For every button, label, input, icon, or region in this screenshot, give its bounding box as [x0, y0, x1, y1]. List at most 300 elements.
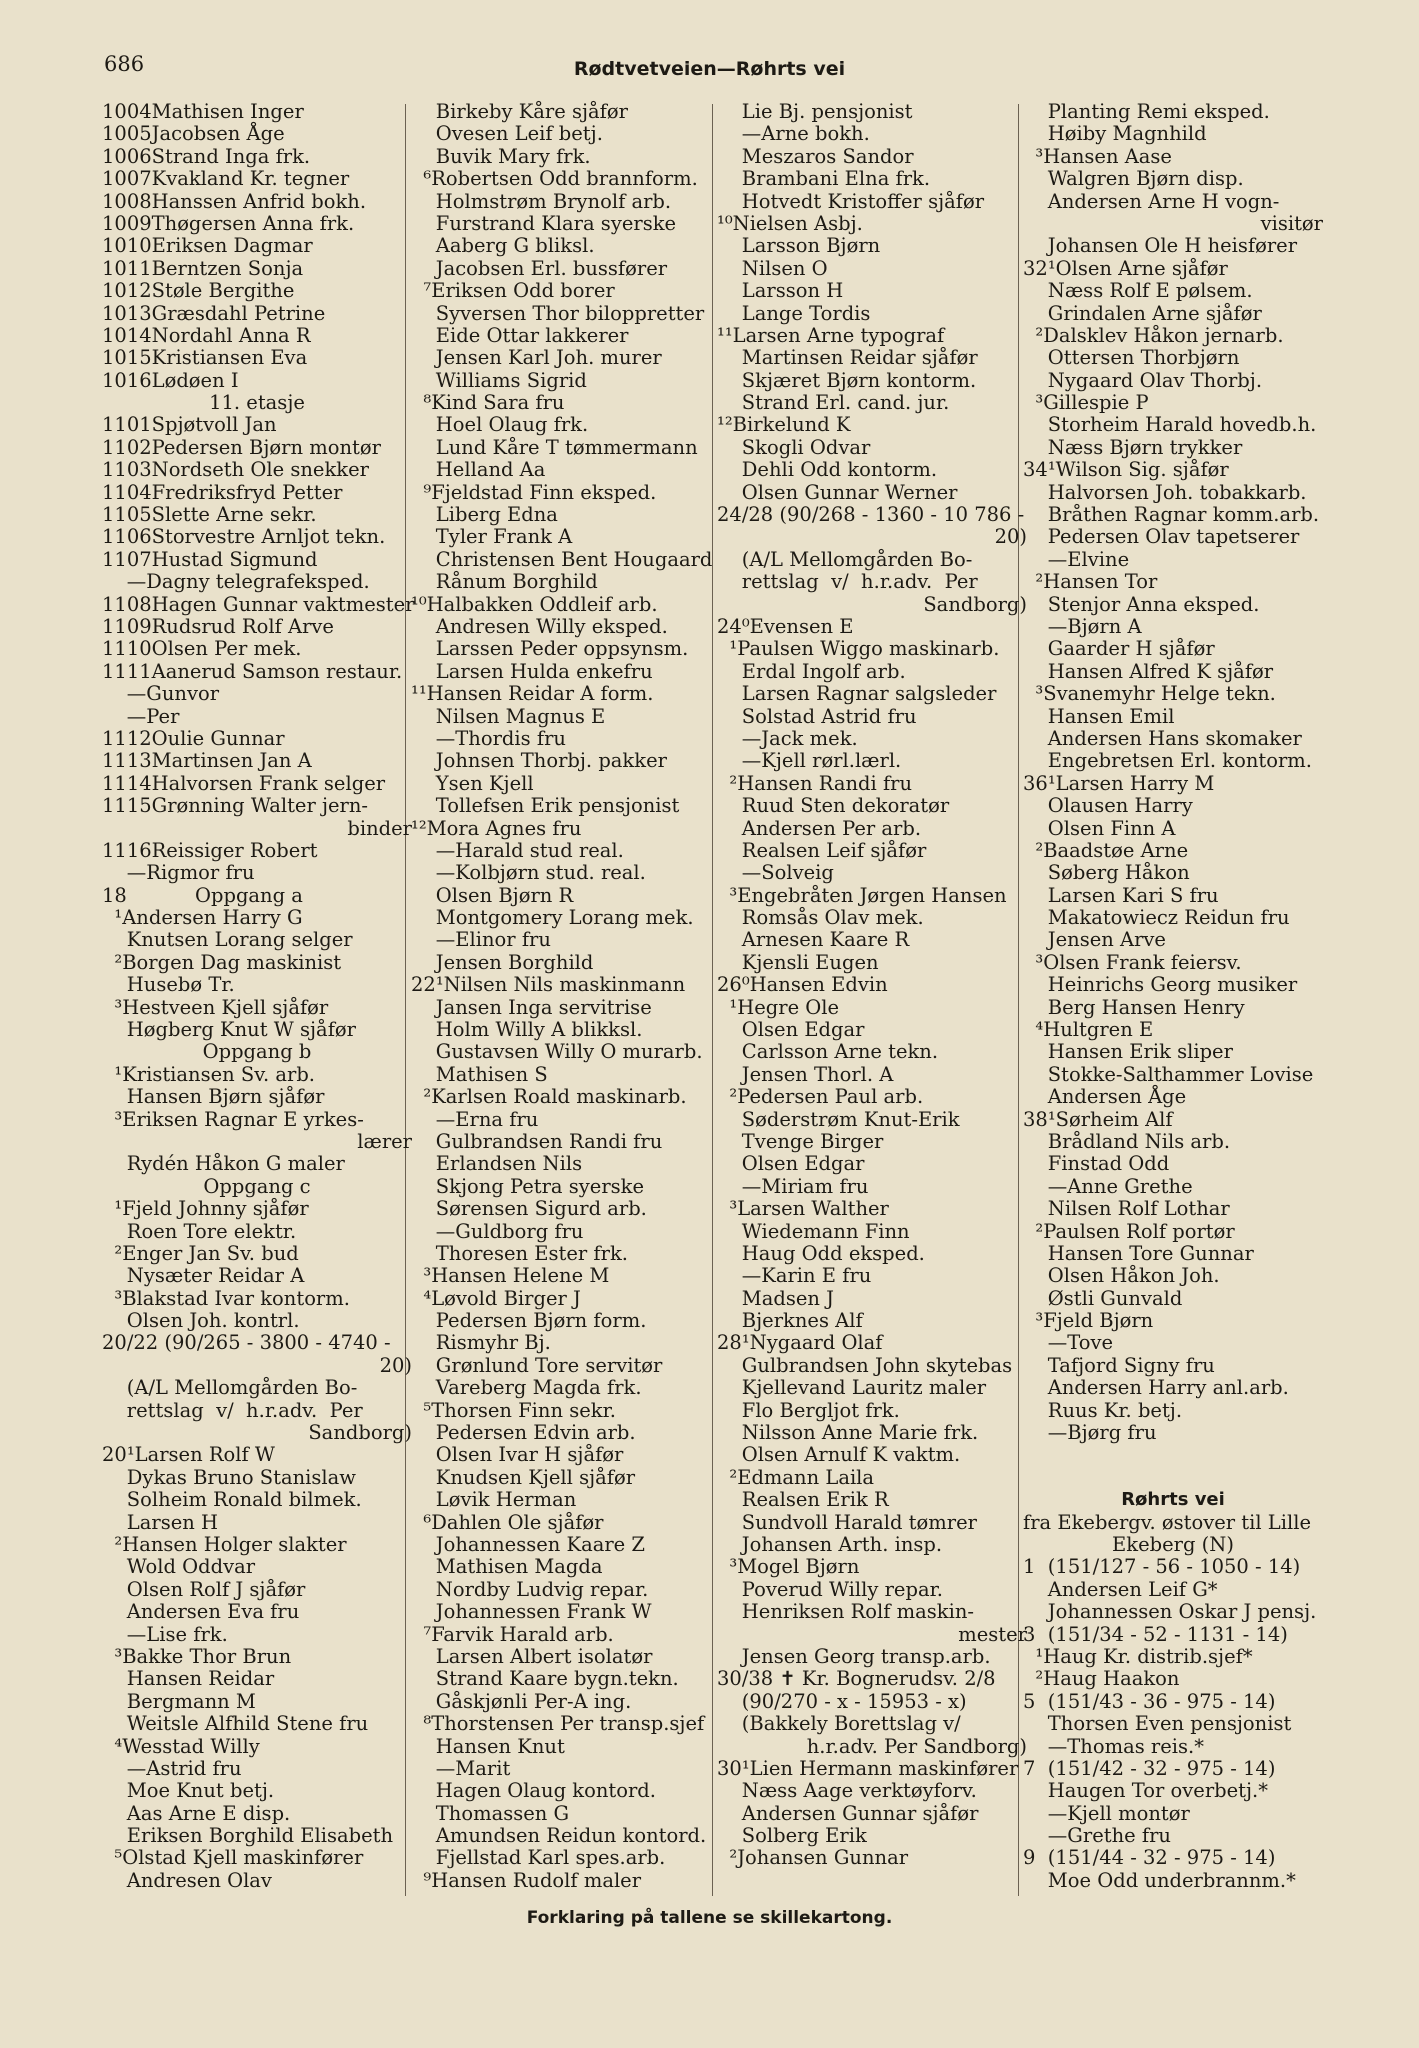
- directory-entry: Jensen Borghild: [411, 950, 594, 974]
- directory-entry: ³Blakstad Ivar kontorm.: [102, 1286, 350, 1310]
- directory-entry: Amundsen Reidun kontord.: [411, 1824, 707, 1848]
- directory-entry: 1006Strand Inga frk.: [102, 144, 311, 168]
- directory-entry: 36¹Larsen Harry M: [1023, 771, 1215, 795]
- directory-entry: ³Larsen Walther: [717, 1197, 889, 1221]
- directory-entry: Wiedemann Finn: [717, 1219, 910, 1243]
- directory-entry: 3 (151/34 - 52 - 1131 - 14): [1023, 1622, 1288, 1646]
- directory-entry: Pedersen Edvin arb.: [411, 1421, 636, 1445]
- directory-entry: Ekeberg (N): [1112, 1533, 1234, 1556]
- directory-entry: Eide Ottar lakkerer: [411, 323, 629, 347]
- directory-entry: ²Karlsen Roald maskinarb.: [411, 1085, 687, 1109]
- directory-entry: Jacobsen Erl. bussfører: [411, 256, 668, 280]
- directory-entry: 20): [994, 525, 1027, 549]
- directory-entry: Weitsle Alfhild Stene fru: [102, 1712, 369, 1736]
- directory-entry: ⁶Dahlen Ole sjåfør: [411, 1510, 604, 1534]
- directory-entry: Søderstrøm Knut-Erik: [717, 1107, 960, 1131]
- directory-entry: Rismyhr Bj.: [411, 1331, 551, 1355]
- directory-entry: Storheim Harald hovedb.h.: [1023, 413, 1317, 437]
- directory-entry: 18 Oppgang a: [102, 883, 303, 907]
- directory-entry: 1109Rudsrud Rolf Arve: [102, 614, 334, 638]
- directory-entry: Kjensli Eugen: [717, 950, 879, 974]
- directory-entry: lærer: [357, 1129, 412, 1153]
- directory-entry: Sundvoll Harald tømrer: [717, 1510, 977, 1534]
- directory-entry: 1010Eriksen Dagmar: [102, 234, 313, 258]
- directory-entry: Larsson H: [717, 279, 844, 303]
- directory-entry: —Dagny telegrafeksped.: [102, 570, 370, 594]
- directory-entry: Stenjor Anna eksped.: [1023, 592, 1260, 616]
- directory-entry: 7 (151/42 - 32 - 975 - 14): [1023, 1756, 1276, 1780]
- directory-entry: Knutsen Lorang selger: [102, 928, 353, 952]
- directory-entry: ¹Fjeld Johnny sjåfør: [102, 1197, 309, 1221]
- directory-entry: ²Johansen Gunnar: [717, 1846, 909, 1870]
- directory-entry: 1115Grønning Walter jern-: [102, 794, 369, 818]
- directory-entry: Johnsen Thorbj. pakker: [411, 749, 667, 773]
- directory-entry: Bjerknes Alf: [717, 1309, 863, 1333]
- directory-entry: Tafjord Signy fru: [1023, 1353, 1215, 1377]
- directory-entry: Jensen Georg transp.arb.: [717, 1644, 991, 1668]
- directory-entry: Jensen Arve: [1023, 928, 1166, 952]
- directory-entry: 1 (151/127 - 56 - 1050 - 14): [1023, 1555, 1301, 1579]
- directory-entry: ³Hansen Helene M: [411, 1264, 610, 1288]
- directory-entry: Husebø Tr.: [102, 973, 235, 997]
- page-number: 686: [104, 52, 145, 76]
- directory-entry: Haugen Tor overbetj.*: [1023, 1779, 1268, 1803]
- directory-entry: ²Enger Jan Sv. bud: [102, 1241, 299, 1265]
- directory-entry: (A/L Mellomgården Bo-: [717, 547, 973, 571]
- directory-entry: Berg Hansen Henry: [1023, 995, 1245, 1019]
- directory-entry: Østli Gunvald: [1023, 1286, 1183, 1310]
- directory-entry: Planting Remi eksped.: [1023, 100, 1270, 123]
- directory-entry: Aaberg G bliksl.: [411, 234, 595, 258]
- directory-entry: Lund Kåre T tømmermann: [411, 435, 698, 459]
- directory-entry: Realsen Erik R: [717, 1488, 889, 1512]
- directory-entry: Olsen Joh. kontrl.: [102, 1309, 300, 1333]
- directory-entry: Søberg Håkon: [1023, 861, 1190, 885]
- directory-entry: —Grethe fru: [1023, 1824, 1171, 1848]
- directory-entry: Olsen Edgar: [717, 1152, 865, 1176]
- directory-entry: 1102Pedersen Bjørn montør: [102, 435, 381, 459]
- directory-entry: Martinsen Reidar sjåfør: [717, 346, 978, 370]
- directory-entry: ³Bakke Thor Brun: [102, 1644, 292, 1668]
- directory-entry: ¹Haug Kr. distrib.sjef*: [1023, 1644, 1253, 1668]
- directory-entry: 1105Slette Arne sekr.: [102, 503, 317, 527]
- directory-entry: h.r.adv. Per Sandborg): [806, 1734, 1027, 1758]
- directory-entry: Hotvedt Kristoffer sjåfør: [717, 189, 985, 213]
- directory-entry: Skjæret Bjørn kontorm.: [717, 368, 977, 392]
- directory-entry: Jansen Inga servitrise: [411, 995, 652, 1019]
- directory-entry: Thorsen Even pensjonist: [1023, 1712, 1292, 1736]
- directory-entry: Meszaros Sandor: [717, 144, 914, 168]
- directory-entry: Lange Tordis: [717, 301, 871, 325]
- directory-entry: ²Borgen Dag maskinist: [102, 950, 342, 974]
- directory-entry: 20/22 (90/265 - 3800 - 4740 -: [102, 1331, 391, 1355]
- directory-entry: ¹Kristiansen Sv. arb.: [102, 1062, 315, 1086]
- directory-entry: 1007Kvakland Kr. tegner: [102, 167, 350, 191]
- directory-entry: Johannessen Frank W: [411, 1600, 652, 1624]
- directory-entry: —Anne Grethe: [1023, 1174, 1193, 1198]
- directory-entry: 1103Nordseth Ole snekker: [102, 458, 369, 482]
- directory-entry: Andresen Willy eksped.: [411, 614, 668, 638]
- directory-entry: Ysen Kjell: [411, 771, 534, 795]
- directory-entry: —Solveig: [717, 861, 834, 885]
- directory-entry: ²Paulsen Rolf portør: [1023, 1219, 1235, 1243]
- directory-entry: Olsen Rolf J sjåfør: [102, 1577, 306, 1601]
- page-title: Rødtvetveien—Røhrts vei: [573, 58, 846, 80]
- directory-entry: —Kolbjørn stud. real.: [411, 861, 646, 885]
- directory-entry: Holmstrøm Brynolf arb.: [411, 189, 672, 213]
- directory-entry: Strand Kaare bygn.tekn.: [411, 1667, 679, 1691]
- directory-entry: Syversen Thor biloppretter: [411, 301, 705, 325]
- directory-entry: —Kjell rørl.lærl.: [717, 749, 902, 773]
- directory-entry: Nygaard Olav Thorbj.: [1023, 368, 1263, 392]
- directory-entry: Hansen Reidar: [102, 1667, 275, 1691]
- directory-entry: binder: [347, 816, 412, 840]
- directory-entry: ³Engebråten Jørgen Hansen: [717, 883, 1007, 907]
- directory-entry: Walgren Bjørn disp.: [1023, 167, 1244, 191]
- directory-entry: Makatowiecz Reidun fru: [1023, 906, 1290, 930]
- directory-entry: 34¹Wilson Sig. sjåfør: [1023, 458, 1229, 482]
- directory-entry: Brambani Elna frk.: [717, 167, 931, 191]
- directory-entry: Williams Sigrid: [411, 368, 587, 392]
- directory-entry: Knudsen Kjell sjåfør: [411, 1465, 636, 1489]
- directory-entry: rettslag v/ h.r.adv. Per: [717, 570, 978, 594]
- directory-entry: —Kjell montør: [1023, 1801, 1190, 1825]
- directory-entry: Tvenge Birger: [717, 1129, 884, 1153]
- directory-entry: Halvorsen Joh. tobakkarb.: [1023, 480, 1307, 504]
- directory-entry: Moe Odd underbrannm.*: [1023, 1868, 1296, 1892]
- directory-entry: Oppgang b: [202, 1040, 312, 1064]
- directory-entry: Thoresen Ester frk.: [411, 1241, 628, 1265]
- directory-entry: —Guldborg fru: [411, 1219, 584, 1243]
- directory-entry: ²Haug Haakon: [1023, 1667, 1180, 1691]
- blank-line: [1023, 1444, 1323, 1466]
- directory-entry: 30/38 ✝ Kr. Bognerudsv. 2/8: [717, 1667, 996, 1691]
- directory-entry: —Rigmor fru: [102, 861, 255, 885]
- directory-entry: ²Pedersen Paul arb.: [717, 1085, 924, 1109]
- directory-entry: ³Olsen Frank feiersv.: [1023, 950, 1242, 974]
- directory-entry: 1104Fredriksfryd Petter: [102, 480, 343, 504]
- directory-entry: ²Hansen Randi fru: [717, 771, 913, 795]
- directory-entry: Christensen Bent Hougaard: [411, 547, 713, 571]
- directory-entry: ²Hansen Holger slakter: [102, 1533, 347, 1556]
- directory-entry: Larsen Albert isolatør: [411, 1644, 653, 1668]
- directory-entry: visitør: [1260, 211, 1323, 235]
- directory-entry: Andersen Leif G*: [1023, 1577, 1218, 1601]
- directory-entry: 1014Nordahl Anna R: [102, 323, 311, 347]
- directory-entry: Andersen Arne H vogn-: [1023, 189, 1280, 213]
- directory-entry: Dykas Bruno Stanislaw: [102, 1465, 356, 1489]
- directory-entry: Ruud Sten dekoratør: [717, 794, 950, 818]
- directory-entry: Nysæter Reidar A: [102, 1264, 305, 1288]
- directory-entry: Madsen J: [717, 1286, 834, 1310]
- directory-entry: Erdal Ingolf arb.: [717, 659, 906, 683]
- directory-entry: Nordby Ludvig repar.: [411, 1577, 649, 1601]
- directory-entry: Skogli Odvar: [717, 435, 871, 459]
- directory-entry: ³Hansen Aase: [1023, 144, 1172, 168]
- directory-column-4: [1023, 101, 1323, 1892]
- directory-entry: Hagen Olaug kontord.: [411, 1779, 656, 1803]
- directory-entry: Lie Bj. pensjonist: [717, 100, 913, 123]
- directory-entry: (90/270 - x - 15953 - x): [717, 1689, 967, 1713]
- directory-entry: Olausen Harry: [1023, 794, 1193, 818]
- directory-entry: Liberg Edna: [411, 503, 558, 527]
- directory-entry: Jensen Thorl. A: [717, 1062, 894, 1086]
- directory-entry: 1009Thøgersen Anna frk.: [102, 211, 355, 235]
- directory-entry: ¹¹Larsen Arne typograf: [717, 323, 945, 347]
- directory-entry: Sandborg): [923, 592, 1027, 616]
- directory-entry: ⁵Thorsen Finn sekr.: [411, 1398, 616, 1422]
- directory-entry: 1112Oulie Gunnar: [102, 726, 285, 750]
- directory-entry: Olsen Gunnar Werner: [717, 480, 958, 504]
- directory-entry: Andersen Åge: [1023, 1085, 1187, 1109]
- directory-entry: Moe Knut betj.: [102, 1779, 275, 1803]
- directory-entry: Andersen Gunnar sjåfør: [717, 1801, 979, 1825]
- directory-entry: 24/28 (90/268 - 1360 - 10 786 -: [717, 503, 1025, 527]
- directory-entry: Røhrts vei: [1121, 1489, 1225, 1511]
- directory-entry: ¹Andersen Harry G: [102, 906, 303, 930]
- directory-entry: 1106Storvestre Arnljot tekn.: [102, 525, 386, 549]
- directory-entry: Gustavsen Willy O murarb.: [411, 1040, 703, 1064]
- directory-entry: Johansen Ole H heisfører: [1023, 234, 1298, 258]
- directory-entry: Larsen H: [102, 1510, 219, 1534]
- directory-entry: Gulbrandsen John skytebas: [717, 1353, 1013, 1377]
- directory-entry: Carlsson Arne tekn.: [717, 1040, 939, 1064]
- directory-entry: —Tove: [1023, 1331, 1114, 1355]
- directory-entry: —Erna fru: [411, 1107, 539, 1131]
- directory-entry: Larsen Hulda enkefru: [411, 659, 653, 683]
- directory-entry: Finstad Odd: [1023, 1152, 1170, 1176]
- directory-entry: Grindalen Arne sjåfør: [1023, 301, 1262, 325]
- directory-entry: Hansen Alfred K sjåfør: [1023, 659, 1274, 683]
- directory-entry: —Marit: [411, 1756, 511, 1780]
- directory-entry: Heinrichs Georg musiker: [1023, 973, 1298, 997]
- directory-entry: 5 (151/43 - 36 - 975 - 14): [1023, 1689, 1276, 1713]
- directory-entry: Rydén Håkon G maler: [102, 1152, 345, 1176]
- directory-entry: Hansen Emil: [1023, 704, 1175, 728]
- directory-entry: Larsen Ragnar salgsleder: [717, 682, 997, 706]
- directory-entry: Birkeby Kåre sjåfør: [411, 100, 628, 123]
- directory-entry: ⁵Olstad Kjell maskinfører: [102, 1846, 364, 1870]
- directory-entry: 32¹Olsen Arne sjåfør: [1023, 256, 1228, 280]
- directory-entry: 1016Lødøen I: [102, 368, 239, 392]
- directory-entry: Larsen Kari S fru: [1023, 883, 1219, 907]
- directory-entry: 24⁰Evensen E: [717, 614, 854, 638]
- directory-entry: Engebretsen Erl. kontorm.: [1023, 749, 1312, 773]
- directory-entry: Hansen Bjørn sjåfør: [102, 1085, 325, 1109]
- directory-entry: ⁷Eriksen Odd borer: [411, 279, 615, 303]
- directory-entry: Ovesen Leif betj.: [411, 122, 603, 146]
- directory-entry: —Thordis fru: [411, 726, 566, 750]
- directory-entry: Olsen Bjørn R: [411, 883, 574, 907]
- directory-entry: Eriksen Borghild Elisabeth: [102, 1824, 394, 1848]
- directory-column-2: [411, 101, 721, 1892]
- blank-line: [1023, 1467, 1323, 1489]
- directory-entry: Sandborg): [308, 1421, 412, 1445]
- directory-entry: fra Ekebergv. østover til Lille: [1023, 1510, 1311, 1534]
- directory-entry: Olsen Håkon Joh.: [1023, 1264, 1220, 1288]
- directory-entry: ¹⁰Nielsen Asbj.: [717, 211, 863, 235]
- directory-entry: ⁴Wesstad Willy: [102, 1734, 260, 1758]
- directory-entry: Tollefsen Erik pensjonist: [411, 794, 680, 818]
- directory-entry: ⁷Farvik Harald arb.: [411, 1622, 614, 1646]
- directory-entry: ²Hansen Tor: [1023, 570, 1158, 594]
- directory-entry: —Arne bokh.: [717, 122, 870, 146]
- directory-entry: Nilsson Anne Marie frk.: [717, 1421, 979, 1445]
- directory-entry: —Thomas reis.*: [1023, 1734, 1204, 1758]
- directory-entry: Stokke-Salthammer Lovise: [1023, 1062, 1314, 1086]
- directory-entry: ³Fjeld Bjørn: [1023, 1309, 1154, 1333]
- directory-entry: 1110Olsen Per mek.: [102, 637, 302, 661]
- directory-entry: Pedersen Olav tapetserer: [1023, 525, 1300, 549]
- directory-entry: ⁶Robertsen Odd brannform.: [411, 167, 698, 191]
- directory-entry: ³Mogel Bjørn: [717, 1555, 860, 1579]
- directory-entry: Bråthen Ragnar komm.arb.: [1023, 503, 1320, 527]
- directory-entry: Sørensen Sigurd arb.: [411, 1197, 647, 1221]
- directory-entry: ⁴Hultgren E: [1023, 1018, 1154, 1042]
- directory-entry: ¹Hegre Ole: [717, 995, 840, 1019]
- directory-entry: Andersen Per arb.: [717, 816, 922, 840]
- directory-entry: —Jack mek.: [717, 726, 858, 750]
- directory-entry: Hansen Tore Gunnar: [1023, 1241, 1254, 1265]
- directory-entry: ¹²Birkelund K: [717, 413, 851, 437]
- directory-entry: Brådland Nils arb.: [1023, 1129, 1231, 1153]
- directory-entry: Larsson Bjørn: [717, 234, 881, 258]
- directory-entry: 1116Reissiger Robert: [102, 838, 318, 862]
- directory-entry: 28¹Nygaard Olaf: [717, 1331, 883, 1355]
- directory-entry: Skjong Petra syerske: [411, 1174, 645, 1198]
- directory-entry: Bergmann M: [102, 1689, 256, 1713]
- directory-entry: —Karin E fru: [717, 1264, 872, 1288]
- directory-column-3: [717, 101, 1027, 1870]
- directory-entry: 1101Spjøtvoll Jan: [102, 413, 277, 437]
- directory-entry: 38¹Sørheim Alf: [1023, 1107, 1173, 1131]
- directory-entry: Olsen Finn A: [1023, 816, 1176, 840]
- directory-entry: 1111Aanerud Samson restaur.: [102, 659, 403, 683]
- directory-entry: Realsen Leif sjåfør: [717, 838, 927, 862]
- directory-entry: 1011Berntzen Sonja: [102, 256, 304, 280]
- directory-entry: 1107Hustad Sigmund: [102, 547, 318, 571]
- directory-entry: Høgberg Knut W sjåfør: [102, 1018, 356, 1042]
- directory-entry: —Lise frk.: [102, 1622, 228, 1646]
- directory-entry: Buvik Mary frk.: [411, 144, 591, 168]
- directory-entry: Jensen Karl Joh. murer: [411, 346, 662, 370]
- directory-entry: 20¹Larsen Rolf W: [102, 1443, 275, 1467]
- directory-entry: Wold Oddvar: [102, 1555, 256, 1579]
- directory-entry: Erlandsen Nils: [411, 1152, 583, 1176]
- directory-entry: Romsås Olav mek.: [717, 906, 924, 930]
- directory-entry: ⁸Thorstensen Per transp.sjef: [411, 1712, 705, 1736]
- directory-entry: Aas Arne E disp.: [102, 1801, 291, 1825]
- directory-entry: 1108Hagen Gunnar vaktmester: [102, 592, 415, 616]
- directory-entry: 9 (151/44 - 32 - 975 - 14): [1023, 1846, 1276, 1870]
- directory-entry: —Miriam fru: [717, 1174, 869, 1198]
- directory-entry: —Bjørg fru: [1023, 1421, 1157, 1445]
- directory-entry: —Harald stud real.: [411, 838, 624, 862]
- directory-entry: ³Eriksen Ragnar E yrkes-: [102, 1107, 364, 1131]
- directory-entry: Hansen Knut: [411, 1734, 565, 1758]
- directory-entry: Nilsen Rolf Lothar: [1023, 1197, 1230, 1221]
- directory-entry: Solstad Astrid fru: [717, 704, 917, 728]
- directory-entry: 1005Jacobsen Åge: [102, 122, 285, 146]
- directory-entry: 22¹Nilsen Nils maskinmann: [411, 973, 686, 997]
- directory-column-1: [102, 100, 415, 1892]
- directory-entry: Grønlund Tore servitør: [411, 1353, 663, 1377]
- directory-entry: Henriksen Rolf maskin-: [717, 1600, 974, 1624]
- directory-entry: 20): [379, 1353, 412, 1377]
- directory-entry: rettslag v/ h.r.adv. Per: [102, 1398, 363, 1422]
- directory-entry: ⁸Kind Sara fru: [411, 391, 565, 415]
- directory-entry: ¹¹Hansen Reidar A form.: [411, 682, 654, 706]
- directory-entry: Roen Tore elektr.: [102, 1219, 297, 1243]
- directory-entry: Ruus Kr. betj.: [1023, 1398, 1183, 1422]
- directory-entry: 1012Støle Bergithe: [102, 279, 295, 303]
- directory-entry: Strand Erl. cand. jur.: [717, 391, 950, 415]
- directory-entry: Gulbrandsen Randi fru: [411, 1129, 663, 1153]
- directory-entry: Furstrand Klara syerske: [411, 211, 677, 235]
- directory-entry: Holm Willy A blikksl.: [411, 1018, 643, 1042]
- directory-entry: —Gunvor: [102, 682, 220, 706]
- directory-entry: Nilsen Magnus E: [411, 704, 606, 728]
- directory-entry: 30¹Lien Hermann maskinfører: [717, 1756, 1019, 1780]
- directory-entry: ⁹Hansen Rudolf maler: [411, 1868, 642, 1892]
- directory-entry: Næss Bjørn trykker: [1023, 435, 1243, 459]
- directory-entry: Thomassen G: [411, 1801, 570, 1825]
- directory-entry: ³Svanemyhr Helge tekn.: [1023, 682, 1276, 706]
- directory-entry: 1114Halvorsen Frank selger: [102, 771, 386, 795]
- directory-entry: Høiby Magnhild: [1023, 122, 1207, 146]
- directory-entry: ³Hestveen Kjell sjåfør: [102, 995, 329, 1019]
- footer-note: Forklaring på tallene se skillekartong.: [526, 1908, 893, 1928]
- directory-entry: ⁴Løvold Birger J: [411, 1286, 581, 1310]
- directory-entry: Johannessen Oskar J pensj.: [1023, 1600, 1317, 1624]
- directory-entry: Arnesen Kaare R: [717, 928, 910, 952]
- directory-entry: Andresen Olav: [102, 1868, 272, 1892]
- directory-entry: —Astrid fru: [102, 1756, 242, 1780]
- directory-entry: Olsen Ivar H sjåfør: [411, 1443, 624, 1467]
- directory-entry: Vareberg Magda frk.: [411, 1376, 642, 1400]
- directory-entry: Andersen Eva fru: [102, 1600, 300, 1624]
- directory-entry: Nilsen O: [717, 256, 828, 280]
- directory-entry: Solberg Erik: [717, 1824, 867, 1848]
- directory-entry: —Bjørn A: [1023, 614, 1142, 638]
- directory-entry: ²Baadstøe Arne: [1023, 838, 1189, 862]
- directory-entry: ⁹Fjeldstad Finn eksped.: [411, 480, 657, 504]
- directory-entry: 1015Kristiansen Eva: [102, 346, 308, 370]
- directory-entry: Løvik Herman: [411, 1488, 577, 1512]
- directory-entry: —Elvine: [1023, 547, 1130, 571]
- directory-entry: ¹⁰Halbakken Oddleif arb.: [411, 592, 658, 616]
- directory-entry: 1008Hanssen Anfrid bokh.: [102, 189, 367, 213]
- directory-entry: Andersen Harry anl.arb.: [1023, 1376, 1289, 1400]
- directory-entry: (A/L Mellomgården Bo-: [102, 1376, 358, 1400]
- directory-entry: Gaarder H sjåfør: [1023, 637, 1215, 661]
- directory-entry: —Elinor fru: [411, 928, 551, 952]
- directory-entry: Olsen Edgar: [717, 1018, 865, 1042]
- directory-entry: mester: [958, 1622, 1027, 1646]
- directory-entry: Solheim Ronald bilmek.: [102, 1488, 362, 1512]
- directory-entry: Oppgang c: [203, 1174, 311, 1198]
- directory-entry: Næss Rolf E pølsem.: [1023, 279, 1253, 303]
- directory-entry: Pedersen Bjørn form.: [411, 1309, 647, 1333]
- directory-entry: ¹Paulsen Wiggo maskinarb.: [717, 637, 1000, 661]
- directory-entry: Montgomery Lorang mek.: [411, 906, 694, 930]
- directory-entry: Helland Aa: [411, 458, 546, 482]
- directory-entry: Tyler Frank A: [411, 525, 573, 549]
- directory-entry: Poverud Willy repar.: [717, 1577, 943, 1601]
- directory-entry: Larssen Peder oppsynsm.: [411, 637, 689, 661]
- directory-entry: 26⁰Hansen Edvin: [717, 973, 888, 997]
- directory-entry: Hansen Erik sliper: [1023, 1040, 1233, 1064]
